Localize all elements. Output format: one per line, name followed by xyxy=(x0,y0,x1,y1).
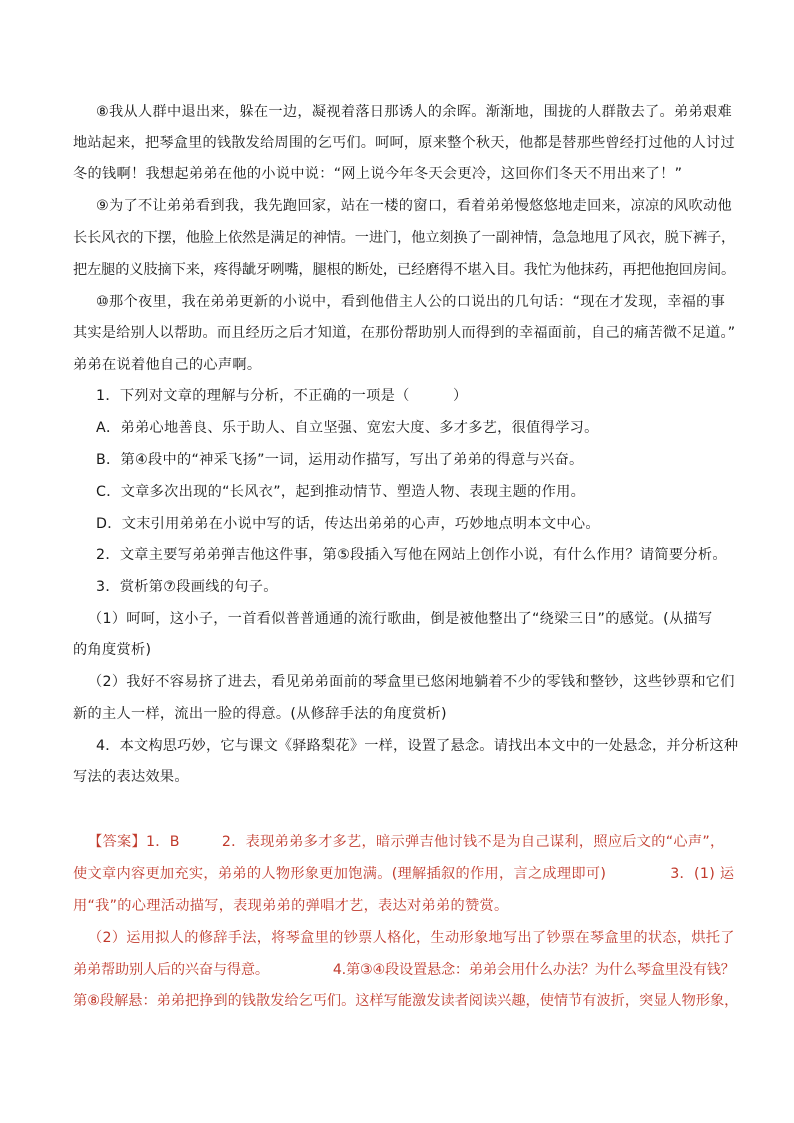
story-p10-line1: ⑩那个夜里，我在弟弟更新的小说中，看到他借主人公的口说出的几句话：“现在才发现，幸福的事 xyxy=(96,294,726,310)
question-2: 2．文章主要写弟弟弹吉他这件事，第⑤段插入写他在网站上创作小说，有什么作用？请简要分析。 xyxy=(96,547,727,563)
answer-4-line1: 4.第③④段设置悬念：弟弟会用什么办法？为什么琴盒里没有钱？ xyxy=(332,962,735,978)
question-3-part2-line1: （2）我好不容易挤了进去，看见弟弟面前的琴盒里已悠闲地躺着不少的零钱和整钞，这些钞票和它们 xyxy=(88,674,735,690)
answer-line1 xyxy=(88,832,725,852)
story-p9-line3: 把左腿的义肢摘下来，疼得龇牙咧嘴，腿根的断处，已经磨得不堪入目。我忙为他抹药，再把他抱回房间。 xyxy=(73,262,736,278)
story-p8-line1: ⑧我从人群中退出来，躲在一边，凝视着落日那诱人的余晖。渐渐地，围拢的人群散去了。弟弟艰难 xyxy=(96,104,732,120)
answer-1: 1．B xyxy=(145,834,180,850)
answer-4-line2: 第⑧段解悬：弟弟把挣到的钱散发给乞丐们。这样写能激发读者阅读兴趣，使情节有波折，突显人物形象， xyxy=(73,993,739,1009)
question-1-option-a: A．弟弟心地善良、乐于助人、自立坚强、宽宏大度、多才多艺，很值得学习。 xyxy=(96,420,599,436)
story-p10-line3: 弟弟在说着他自己的心声啊。 xyxy=(73,357,262,373)
question-3: 3．赏析第⑦段画线的句子。 xyxy=(96,579,278,595)
question-1-option-c: C．文章多次出现的“长风衣”，起到推动情节、塑造人物、表现主题的作用。 xyxy=(96,484,586,500)
question-3-part1-line2: 的角度赏析) xyxy=(73,642,152,658)
story-p10-line2: 其实是给别人以帮助。而且经历之后才知道，在那份帮助别人而得到的幸福面前，自己的痛苦微不足道。” xyxy=(73,325,736,341)
answer-3-part2-line1: （2）运用拟人的修辞手法，将琴盒里的钞票人格化，生动形象地写出了钞票在琴盒里的状态，烘托了 xyxy=(88,930,735,946)
question-3-part1-line1: （1）呵呵，这小子，一首看似普普通通的流行歌曲，倒是被他整出了“绕梁三日”的感觉。(从描写 xyxy=(88,611,713,627)
answer-line2 xyxy=(73,864,734,884)
answer-tag: 【答案】 xyxy=(88,834,146,850)
story-p9-line2: 长长风衣的下摆，他脸上依然是满足的神情。一进门，他立刻换了一副神情，急急地甩了风衣，脱下裤子， xyxy=(73,230,736,246)
answer-2-line2: 使文章内容更加充实，弟弟的人物形象更加饱满。(理解插叙的作用，言之成理即可) xyxy=(73,866,607,882)
question-3-part2-line2: 新的主人一样，流出一脸的得意。(从修辞手法的角度赏析) xyxy=(73,706,447,722)
question-1-option-d: D．文末引用弟弟在小说中写的话，传达出弟弟的心声，巧妙地点明本文中心。 xyxy=(96,516,600,532)
question-1-option-b: B．第④段中的“神采飞扬”一词，运用动作描写，写出了弟弟的得意与兴奋。 xyxy=(96,452,584,468)
answer-2-line1: 2．表现弟弟多才多艺，暗示弹吉他讨钱不是为自己谋利，照应后文的“心声”， xyxy=(221,834,725,850)
question-4-line2: 写法的表达效果。 xyxy=(73,769,189,785)
story-p8-line3: 冬的钱啊！我想起弟弟在他的小说中说：“网上说今年冬天会更冷，这回你们冬天不用出来了！” xyxy=(73,166,683,182)
answer-line5 xyxy=(73,960,735,980)
question-4-line1: 4．本文构思巧妙，它与课文《驿路梨花》一样，设置了悬念。请找出本文中的一处悬念，并分析这种 xyxy=(96,738,739,754)
answer-3-label: 3．(1) 运 xyxy=(670,866,735,882)
answer-3-line2: 用“我”的心理活动描写，表现弟弟的弹唱才艺，表达对弟弟的赞赏。 xyxy=(73,898,509,914)
answer-3-part2-line2: 弟弟帮助别人后的兴奋与得意。 xyxy=(73,962,269,978)
story-p8-line2: 地站起来，把琴盒里的钱散发给周围的乞丐们。呵呵，原来整个秋天，他都是替那些曾经打过他的人讨过 xyxy=(73,135,735,151)
story-p9-line1: ⑨为了不让弟弟看到我，我先跑回家，站在一楼的窗口，看着弟弟慢悠悠地走回来，凉凉的风吹动他 xyxy=(96,198,732,214)
question-1: 1．下列对文章的理解与分析，不正确的一项是（ ） xyxy=(96,388,468,404)
